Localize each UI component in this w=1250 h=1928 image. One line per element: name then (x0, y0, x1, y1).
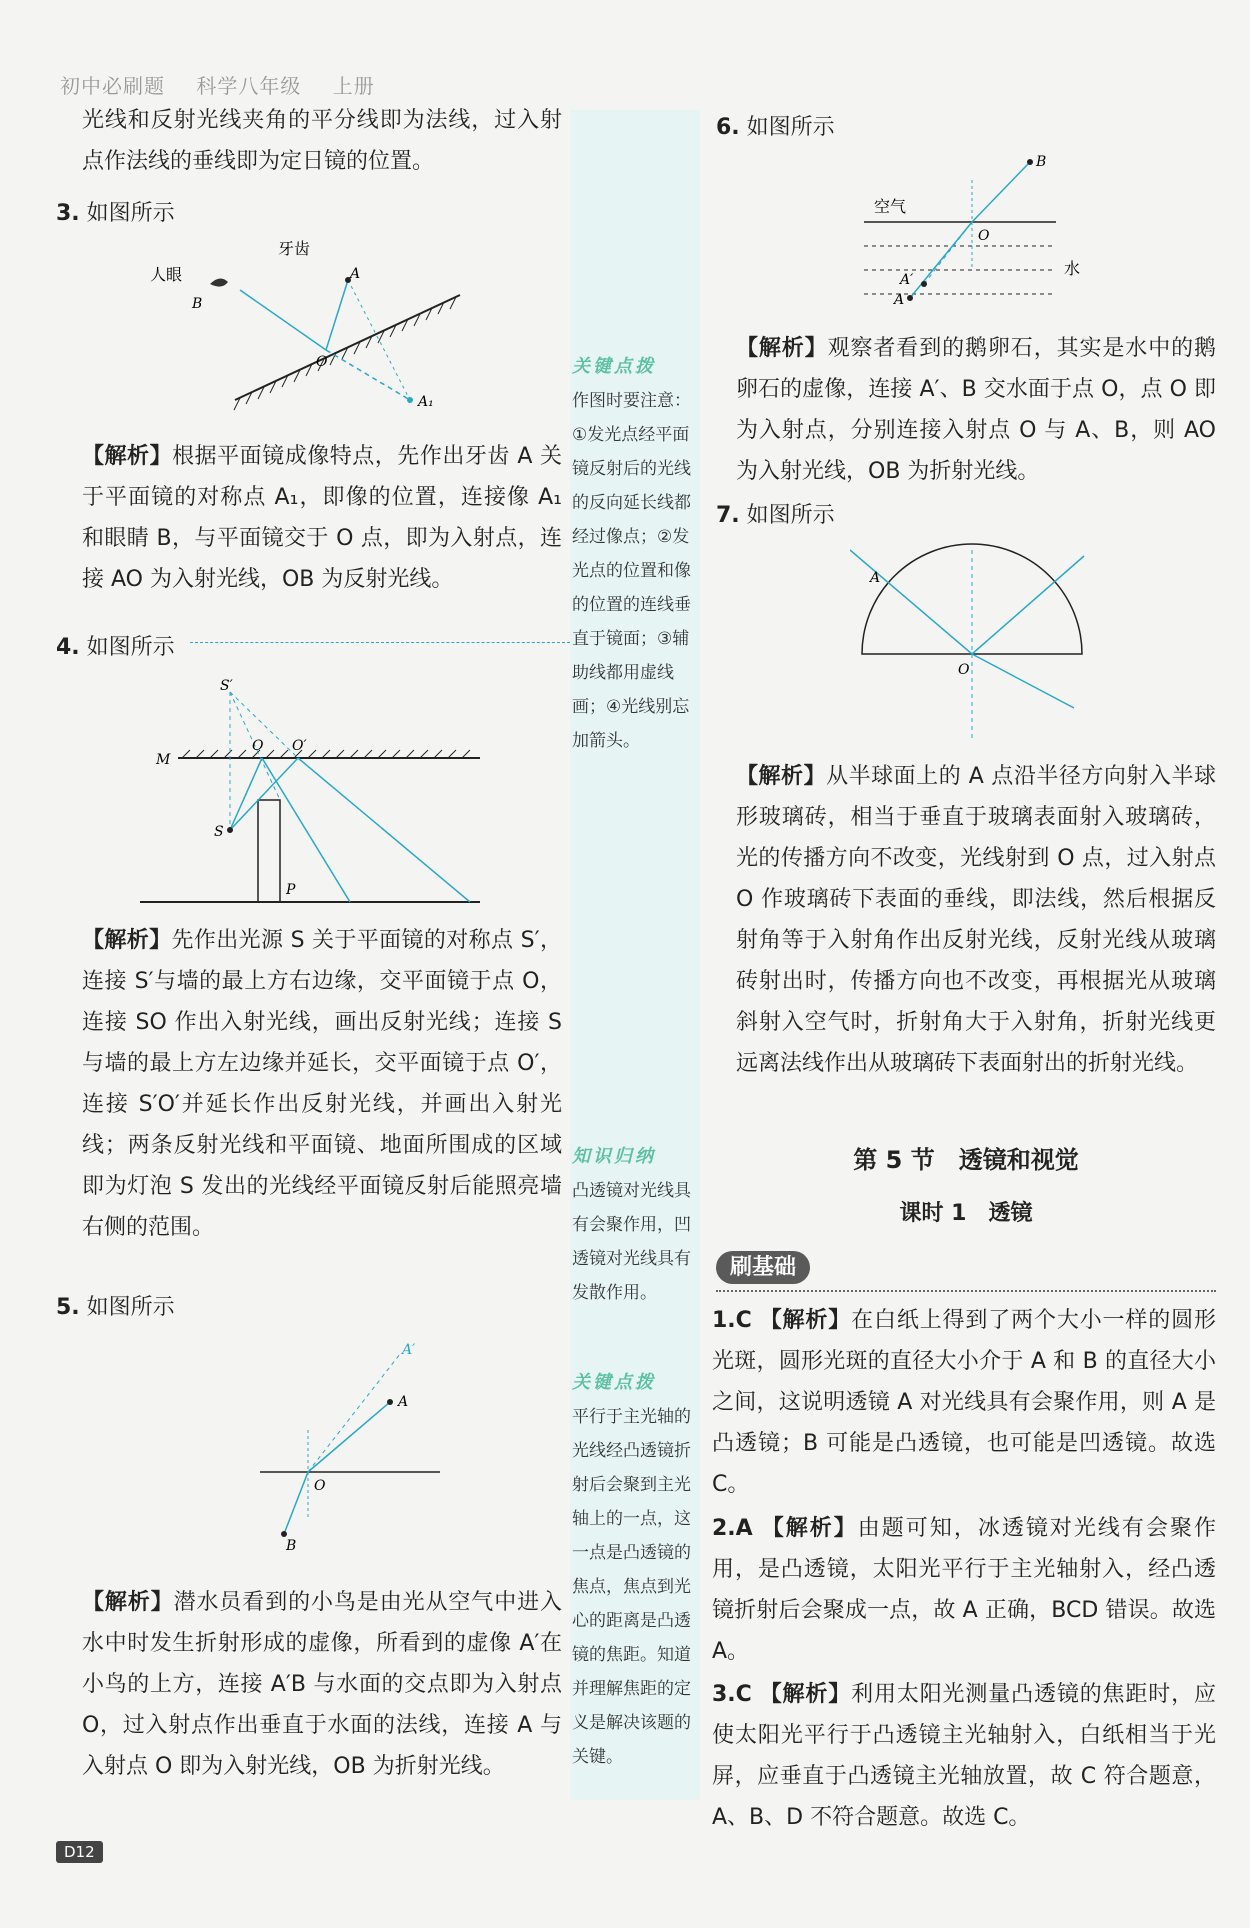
q5-title: 如图所示 (86, 1295, 175, 1320)
analysis-label: 【解析】 (82, 444, 173, 469)
point-a1-label: A₁ (418, 394, 434, 410)
point-a1-label: A′ (900, 272, 914, 288)
answer-text: 在白纸上得到了两个大小一样的圆形光斑，圆形光斑的直径大小介于 A 和 B 的直径大小之间，这说明透镜 A 对光线具有会聚作用，则 A 是凸透镜；B 可能是凸透镜，也可能是凹透镜。故选 C。 (712, 1308, 1216, 1497)
point-b-label: B (1036, 154, 1047, 170)
point-s1-label: S′ (220, 678, 233, 694)
wall-label: P (286, 882, 296, 898)
subject-name: 科学八年级 (196, 74, 302, 98)
point-a-label: A (870, 570, 881, 586)
tip-text: 平行于主光轴的光线经凸透镜折射后会聚到主光轴上的一点，这一点是凸透镜的焦点，焦点到光心的距离是凸透镜的焦距。知道并理解焦距的定义是解决该题的关键。 (572, 1407, 691, 1767)
point-a1-label: A′ (402, 1342, 416, 1358)
point-a-label: A (398, 1394, 409, 1410)
tip-title: 知识归纳 (572, 1146, 656, 1167)
tip-text: 凸透镜对光线具有会聚作用，凹透镜对光线具有发散作用。 (572, 1181, 691, 1303)
tip-text: 作图时要注意：①发光点经平面镜反射后的光线的反向延长线都经过像点；②发光点的位置和像的位置的连线垂直于镜面；③辅助线都用虚线画；④光线别忘加箭头。 (572, 391, 691, 751)
mirror-label: M (156, 752, 171, 768)
point-o1-label: O′ (292, 738, 307, 754)
q5-figure (260, 1330, 460, 1550)
answer-text: 由题可知，冰透镜对光线有会聚作用，是凸透镜，太阳光平行于主光轴射入，经凸透镜折射后会聚成一点，故 A 正确，BCD 错误。故选 A。 (712, 1516, 1216, 1664)
q6-title: 如图所示 (746, 115, 835, 140)
q4-title: 如图所示 (86, 635, 175, 660)
leader-line (190, 630, 570, 643)
practice-banner (716, 1250, 1216, 1292)
volume-name: 上册 (332, 74, 375, 98)
q4-figure (140, 670, 560, 910)
page-number-badge: D12 (56, 1841, 103, 1863)
lesson-title: 课时 1 透镜 (899, 1201, 1033, 1226)
answer-choice: C (735, 1308, 752, 1333)
answer-2 (712, 1508, 1216, 1672)
answer-number: 1. (712, 1308, 736, 1333)
answer-text: 利用太阳光测量凸透镜的焦距时，应使太阳光平行于凸透镜主光轴射入，白纸相当于光屏，应垂直于凸透镜主光轴放置，故 C 符合题意，A、B、D 不符合题意。故选 C。 (712, 1682, 1216, 1830)
point-o-label: O (316, 354, 328, 370)
series-name: 初中必刷题 (60, 74, 165, 98)
q7-number: 7. (716, 503, 740, 528)
q6-explanation-text: 观察者看到的鹅卵石，其实是水中的鹅卵石的虚像，连接 A′、B 交水面于点 O，点 O 即为入射点，分别连接入射点 O 与 A、B，则 AO 为入射光线，OB 为折射光线。 (736, 336, 1216, 484)
q7-figure (850, 530, 1100, 750)
point-o-label: O (978, 228, 990, 244)
page-number (56, 1842, 103, 1861)
water-label: 水 (1064, 259, 1081, 278)
tip-box-3 (572, 1366, 698, 1774)
q7-title: 如图所示 (746, 503, 835, 528)
point-o-label: O (252, 738, 264, 754)
q3-figure (150, 240, 490, 420)
tip-title: 关键点拨 (572, 1372, 656, 1393)
point-a-label: A (350, 266, 361, 282)
q6-number: 6. (716, 115, 740, 140)
q7-heading (716, 498, 835, 529)
q6-explanation (736, 328, 1216, 492)
q7-explanation (736, 756, 1216, 1084)
answer-number: 2. (712, 1516, 736, 1541)
q6-figure (860, 150, 1100, 320)
q3-explanation (82, 436, 562, 600)
tip-title: 关键点拨 (572, 356, 656, 377)
q4-explanation (82, 920, 562, 1248)
air-label: 空气 (874, 197, 907, 216)
analysis-label: 【解析】 (761, 1516, 858, 1541)
q5-explanation (82, 1582, 562, 1787)
point-s-label: S (214, 824, 224, 840)
q5-heading (56, 1290, 175, 1321)
q6-heading (716, 110, 835, 141)
analysis-label: 【解析】 (736, 764, 827, 789)
intro-paragraph: 光线和反射光线夹角的平分线即为法线，过入射点作法线的垂线即为定日镜的位置。 (82, 108, 562, 174)
q3-explanation-text: 根据平面镜成像特点，先作出牙齿 A 关于平面镜的对称点 A₁，即像的位置，连接像 A₁ 和眼睛 B，与平面镜交于 O 点，即为入射点，连接 AO 为入射光线，OB 为反射光线。 (82, 444, 562, 592)
answer-choice: C (735, 1682, 752, 1707)
answer-number: 3. (712, 1682, 736, 1707)
answer-3 (712, 1674, 1216, 1838)
tip-box-2 (572, 1140, 698, 1310)
practice-badge: 刷基础 (716, 1251, 810, 1284)
q3-heading (56, 196, 175, 227)
q4-explanation-text: 先作出光源 S 关于平面镜的对称点 S′，连接 S′与墙的最上方右边缘，交平面镜于点 O，连接 SO 作出入射光线，画出反射光线；连接 S 与墙的最上方左边缘并延长，交平面镜于点 O′，连接 S′O′并延长作出反射光线，并画出入射光线；两条反射光线和平面镜、地面所围成的区域即为灯泡 S 发出的光线经平面镜反射后能照亮墙右侧的范围。 (82, 928, 562, 1240)
eye-icon (210, 278, 228, 286)
q4-heading (56, 630, 175, 661)
point-b-label: B (192, 296, 203, 312)
eye-label: 人眼 (150, 265, 183, 284)
point-o-label: O (314, 1478, 326, 1494)
answer-choice: A (735, 1516, 753, 1541)
section-title: 第 5 节 透镜和视觉 (853, 1146, 1079, 1174)
analysis-label: 【解析】 (82, 928, 172, 953)
q3-number: 3. (56, 201, 80, 226)
q7-explanation-text: 从半球面上的 A 点沿半径方向射入半球形玻璃砖，相当于垂直于玻璃表面射入玻璃砖，光的传播方向不改变，光线射到 O 点，过入射点 O 作玻璃砖下表面的垂线，即法线，然后根据反射角等于入射角作出反射光线，反射光线从玻璃砖射出时，传播方向也不改变，再根据光从玻璃斜射入空气时，折射角大于入射角，折射光线更远离法线作出从玻璃砖下表面射出的折射光线。 (736, 764, 1216, 1076)
point-b-label: B (286, 1538, 297, 1550)
analysis-label: 【解析】 (82, 1590, 174, 1615)
point-a-label: A (894, 292, 905, 308)
running-header (60, 70, 399, 99)
q5-number: 5. (56, 1295, 80, 1320)
tooth-label: 牙齿 (278, 240, 311, 258)
point-o-label: O (958, 662, 970, 678)
analysis-label: 【解析】 (759, 1682, 852, 1707)
q4-number: 4. (56, 635, 80, 660)
q3-title: 如图所示 (86, 201, 175, 226)
analysis-label: 【解析】 (736, 336, 828, 361)
q5-explanation-text: 潜水员看到的小鸟是由光从空气中进入水中时发生折射形成的虚像，所看到的虚像 A′在小鸟的上方，连接 A′B 与水面的交点即为入射点 O，过入射点作出垂直于水面的法线，连接 A 与入射点 O 即为入射光线，OB 为折射光线。 (82, 1590, 562, 1779)
answer-1 (712, 1300, 1216, 1505)
analysis-label: 【解析】 (759, 1308, 852, 1333)
tip-box-1 (572, 350, 698, 758)
